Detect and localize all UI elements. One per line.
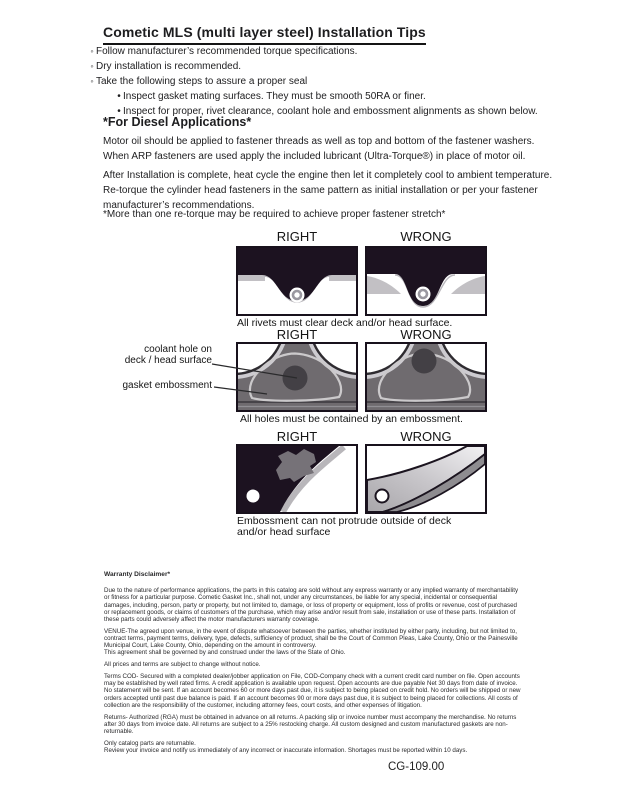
row3-caption-line2: and/or head surface [237,526,331,538]
wrong-label: WRONG [400,327,452,342]
coolant-hole-label [96,344,212,366]
diagram-embossment-right [236,342,358,412]
deck-surface [451,276,485,294]
deck-surface [367,276,401,294]
installation-tips-list [88,44,558,119]
list-item [88,44,558,59]
dot-bullet-icon: • [117,106,121,117]
warranty-disclaimer-section [104,571,522,759]
returns-paragraph: Returns- Authorized (RGA) must be obtained in advance on all returns. A packing slip or invoice number must accompany the merchandise. No returns after 30 days from invoice date. All returns are subject to a 25% restocking charge. All custom designed and custom manufactured gaskets are non-returnable. [104,713,517,736]
gasket-embossment-label: gasket embossment [122,380,212,391]
diagram-rivet-right [236,246,358,316]
right-label: RIGHT [276,429,318,444]
list-item-text: Follow manufacturer’s recommended torque specifications. [96,46,358,57]
right-label: RIGHT [276,327,318,342]
rivet-icon [290,288,305,303]
review-invoice-line: Review your invoice and notify us immediately of any incorrect or inaccurate information. Shortages must be reported within 10 days. [104,747,468,755]
list-item-text: Inspect gasket mating surfaces. They must be smooth 50RA or finer. [123,91,426,102]
deck-surface [329,275,356,281]
embossment-right-drawing [238,344,356,410]
diesel-paragraph-2: After Installation is complete, heat cycle the engine then let it completely cool to ambient temperature. Re-torque the cylinder head fasteners in the same pattern as initial installation or per your fastener manufacturer’s recommendations. [103,170,553,211]
diagram-protrusion-right [236,444,358,514]
warranty-disclaimer-heading: Warranty Disclaimer* [104,571,171,578]
circle-bullet-icon: ◦ [90,76,94,86]
diesel-paragraph-1: Motor oil should be applied to fastener threads as well as top and bottom of the fastener washers. When ARP fasteners are used apply the included lubricant (Ultra-Torque®) in place of motor oil. [103,136,535,162]
protrusion-right-drawing [238,446,356,512]
embossment-wrong-drawing [367,344,485,410]
rivet-icon [416,287,431,302]
bolt-hole [247,490,260,503]
diagram-protrusion-wrong [365,444,487,514]
diagram-embossment-wrong [365,342,487,412]
coolant-hole [412,349,437,374]
diesel-applications-heading: *For Diesel Applications* [103,115,252,129]
wrong-label: WRONG [400,229,452,244]
diagram-rivet-wrong [365,246,487,316]
sub-list-item [115,89,558,104]
list-item [88,74,558,89]
circle-bullet-icon: ◦ [90,61,94,71]
coolant-hole [283,366,308,391]
protrusion-wrong-drawing [367,446,485,512]
rivet-wrong-drawing [367,248,485,314]
bolt-hole [376,490,389,503]
deck-surface [238,275,265,281]
terms-paragraph: Terms COD- Secured with a completed dealer/jobber application on File, COD-Company check with a current credit card number on file. Open accounts may be established by well rated firms. A credit application is available upon request. Open accounts are due payable Net 30 days from date of invoice. No statement will be sent. If an account becomes 60 or more days past due, it is subject to being placed on credit hold. No orders will be shipped or new orders accepted until past due balance is paid. If an account becomes 90 or more days past due, it is subject to being placed for collections. All costs of collection are the responsibility of the customer, including attorney fees, court costs, and other expenses of litigation. [104,673,521,709]
warranty-paragraph: Due to the nature of performance applications, the parts in this catalog are sold without any express warranty or any implied warranty of merchantability or fitness for a particular purpose. Cometic Gasket Inc., shall not, under any circumstances, be liable for any special, incidental or consequential damages, including, person, party or property, but not limited to, damage, or loss of property or equipment, loss of profits or revenue, cost of purchased or replacement goods, or claims of customers of the purchase, which may arise and/or result from sale, installation or use of these parts. Installation of these parts could adversely affect the motor manufacturers warranty coverage. [104,587,519,624]
label-line: deck / head surface [124,355,212,366]
list-item-text: Inspect for proper, rivet clearance, coolant hole and embossment alignments as shown below. [123,106,538,117]
list-item [88,59,558,74]
rivet-right-drawing [238,248,356,314]
wrong-label: WRONG [400,429,452,444]
prices-line: All prices and terms are subject to change without notice. [104,661,261,669]
venue-paragraph: VENUE-The agreed upon venue, in the event of dispute whatsoever between the parties, whether instituted by either party, including, but not limited to, contract terms, payment terms, delivery, type, defects, sufficiency of product, shall be the Court of Common Pleas, Lake County, Ohio or the Painesville Municipal Court, Lake County, Ohio, depending on the amount in controversy. [104,627,518,650]
list-item-text: Dry installation is recommended. [96,61,242,72]
page-title: Cometic MLS (multi layer steel) Installation Tips [103,24,426,45]
catalog-parts-line: Only catalog parts are returnable. [104,739,196,747]
right-label: RIGHT [276,229,318,244]
list-item-text: Take the following steps to assure a proper seal [96,76,308,87]
dot-bullet-icon: • [117,91,121,102]
row3-caption-line1: Embossment can not protrude outside of deck [237,515,452,527]
governing-law-line: This agreement shall be governed by and construed under the laws of the State of Ohio. [104,649,346,657]
row2-caption: All holes must be contained by an embossment. [240,413,463,425]
page-code: CG-109.00 [388,761,445,773]
retorque-note: *More than one re-torque may be required to achieve proper fastener stretch* [103,209,446,220]
row1-caption: All rivets must clear deck and/or head surface. [237,317,453,329]
circle-bullet-icon: ◦ [90,46,94,56]
label-line: coolant hole on [144,344,212,355]
